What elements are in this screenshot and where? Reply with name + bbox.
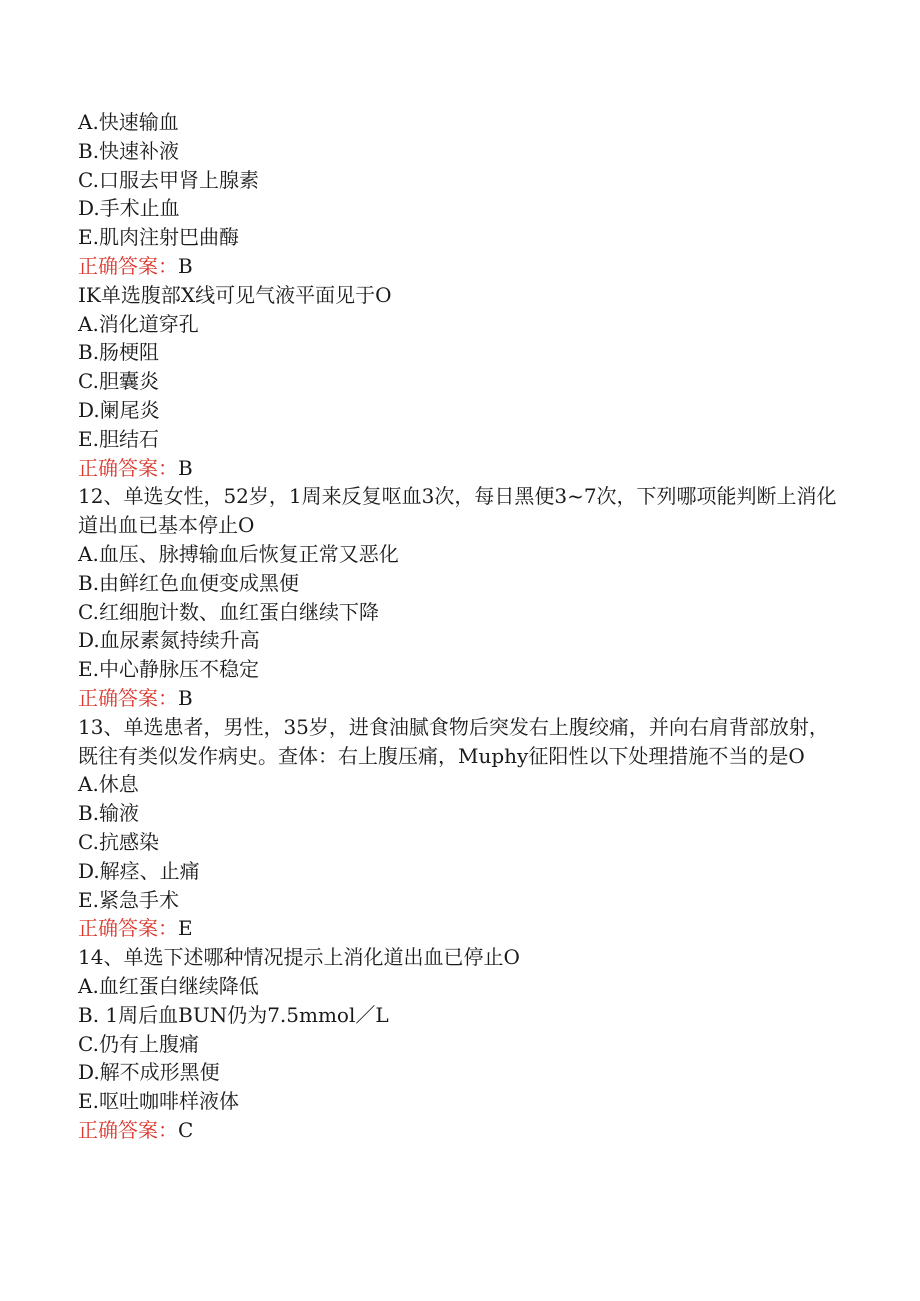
option-c: C.红细胞计数、血红蛋白继续下降 — [78, 599, 379, 624]
option-e: E.呕吐咖啡样液体 — [78, 1089, 239, 1114]
correct-answer — [78, 684, 848, 713]
option-c: C.口服去甲肾上腺素 — [78, 167, 259, 192]
option-d: D.解痉、止痛 — [78, 858, 200, 883]
option-b: B.快速补液 — [78, 138, 180, 163]
option-e: E.胆结石 — [78, 426, 159, 451]
answer-label: 正确答案： — [78, 916, 178, 941]
option-a: A.消化道穿孔 — [78, 311, 199, 336]
answer-label: 正确答案： — [78, 1117, 178, 1142]
option-e: E.中心静脉压不稳定 — [78, 657, 259, 682]
question-block — [78, 281, 848, 483]
option-b: B.肠梗阻 — [78, 340, 160, 365]
option-b: B.输液 — [78, 801, 140, 826]
question-block — [78, 713, 848, 943]
option-a: A.休息 — [78, 772, 139, 797]
correct-answer — [78, 1116, 848, 1145]
option-c: C.仍有上腹痛 — [78, 1031, 199, 1056]
question-text: IK单选腹部X线可见气液平面见于O — [78, 282, 392, 307]
answer-label: 正确答案： — [78, 253, 178, 278]
question-text: 14、单选下述哪种情况提示上消化道出血已停止O — [78, 945, 520, 970]
option-b: B.由鲜红色血便变成黑便 — [78, 570, 300, 595]
option-b: B. 1周后血BUN仍为7.5mmol／L — [78, 1002, 389, 1027]
correct-answer — [78, 914, 848, 943]
question-block — [78, 108, 848, 281]
answer-label: 正确答案： — [78, 455, 178, 480]
answer-value: B — [178, 685, 193, 710]
option-a: A.血红蛋白继续降低 — [78, 973, 259, 998]
question-block — [78, 943, 848, 1145]
option-e: E.紧急手术 — [78, 887, 179, 912]
option-a: A.快速输血 — [78, 110, 179, 134]
option-d: D.手术止血 — [78, 196, 180, 221]
option-d: D.解不成形黑便 — [78, 1060, 220, 1085]
answer-label: 正确答案： — [78, 685, 178, 710]
option-a: A.血压、脉搏输血后恢复正常又恶化 — [78, 541, 399, 566]
document-page — [78, 108, 848, 1145]
option-c: C.抗感染 — [78, 829, 159, 854]
question-block — [78, 482, 848, 712]
answer-value: E — [178, 916, 193, 941]
answer-value: B — [178, 455, 193, 480]
answer-value: B — [178, 253, 193, 278]
correct-answer — [78, 252, 848, 281]
option-e: E.肌肉注射巴曲酶 — [78, 225, 239, 250]
question-text: 13、单选患者，男性，35岁，进食油腻食物后突发右上腹绞痛，并向右肩背部放射，既往有类似发作病史。查体：右上腹压痛，Muphy征阳性以下处理措施不当的是O — [78, 714, 829, 768]
option-c: C.胆囊炎 — [78, 369, 159, 394]
answer-value: C — [178, 1117, 194, 1142]
question-text: 12、单选女性，52岁，1周来反复呕血3次，每日黑便3~7次，下列哪项能判断上消化道出血已基本停止O — [78, 484, 837, 538]
option-d: D.阑尾炎 — [78, 397, 160, 422]
correct-answer — [78, 454, 848, 483]
option-d: D.血尿素氮持续升高 — [78, 628, 260, 653]
